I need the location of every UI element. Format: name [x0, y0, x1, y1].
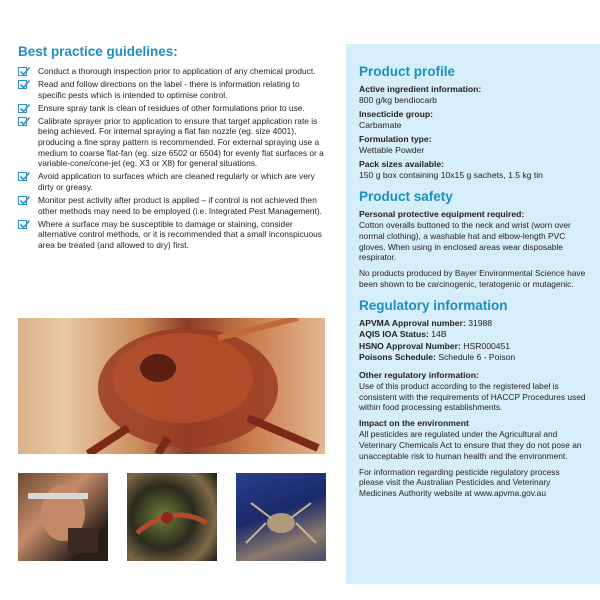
other-reg-label: Other regulatory information:	[359, 369, 479, 380]
ant-closeup-photo	[18, 318, 325, 454]
guidelines-list	[18, 66, 326, 251]
insect-on-leaf-photo	[127, 473, 217, 561]
checkbox-icon	[18, 117, 27, 126]
field-value: 150 g box containing 10x15 g sachets, 1.5 kg tin	[359, 170, 543, 180]
product-profile-title: Product profile	[359, 64, 456, 79]
guidelines-title: Best practice guidelines:	[18, 44, 178, 59]
field-label: Pack sizes available:	[359, 159, 445, 169]
list-item: Calibrate sprayer prior to application to ensure that target application rate is being achieved. For internal spraying a flat fan nozzle (eg. size 4001), producing a fine spray pattern is recommended. For external spraying use a medium to coarse flat-fan (eg. size 6502 or 6504) for evenly flat surfaces or a variable-cone/cone-jet (eg. X3 or X8) for general situations.	[18, 116, 326, 169]
checkbox-icon	[18, 220, 27, 229]
list-item: Conduct a thorough inspection prior to application of any chemical product.	[18, 66, 326, 77]
info-panel	[346, 44, 600, 584]
list-item: Read and follow directions on the label - there is information relating to specific pests which is intended to optimise control.	[18, 79, 326, 100]
list-item: Monitor pest activity after product is applied – if control is not achieved then other methods may need to be employed (i.e. Integrated Pest Management).	[18, 195, 326, 216]
field-value: 800 g/kg bendiocarb	[359, 95, 437, 105]
regulatory-title: Regulatory information	[359, 297, 508, 313]
reg-row: Poisons Schedule: Schedule 6 - Poison	[359, 352, 516, 363]
ppe-label: Personal protective equipment required:	[359, 209, 525, 219]
checkbox-icon	[18, 104, 27, 113]
checkbox-icon	[18, 196, 27, 205]
safety-note: No products produced by Bayer Environmental Science have been shown to be carcinogenic, teratogenic or mutagenic.	[359, 268, 586, 289]
field-label: Active ingredient information:	[359, 84, 482, 94]
checkbox-icon	[18, 172, 27, 181]
apvma-info-text: For information regarding pesticide regulatory process please visit the Australian Pesticides and Veterinary Medicines Authority website at www.apvma.gov.au	[359, 466, 560, 499]
ppe-text: Cotton overalls buttoned to the neck and wrist (worn over normal clothing), a washable hat and elbow-length PVC gloves. When using in enclosed areas wear disposable respirator.	[359, 220, 571, 263]
list-item: Where a surface may be susceptible to damage or staining, consider alternative control methods, or it is recommended that a small inconspicuous area be treated (and allowed to dry) first.	[18, 219, 326, 251]
field-value: Wettable Powder	[359, 145, 425, 155]
field-value: Carbamate	[359, 120, 402, 130]
field-label: Insecticide group:	[359, 109, 434, 119]
technician-photo	[18, 473, 108, 561]
impact-text: All pesticides are regulated under the Agricultural and Veterinary Chemicals Act to ensure that they do not pose an unacceptable risk to human health and the environment.	[359, 429, 582, 461]
spider-photo	[236, 473, 326, 561]
reg-row: HSNO Approval Number: HSR000451	[359, 340, 511, 351]
impact-label: Impact on the environment	[359, 418, 469, 429]
guidelines-section	[18, 44, 326, 253]
list-item: Ensure spray tank is clean of residues of other formulations prior to use.	[18, 103, 326, 114]
field-label: Formulation type:	[359, 134, 432, 144]
checkbox-icon	[18, 67, 27, 76]
checkbox-icon	[18, 80, 27, 89]
reg-row: AQIS IOA Status: 14B	[359, 329, 447, 340]
reg-row: APVMA Approval number: 31988	[359, 317, 493, 328]
product-safety-title: Product safety	[359, 189, 453, 204]
other-reg-text: Use of this product according to the registered label is consistent with the requirements of HACCP Procedures used within food processing establishments.	[359, 380, 586, 413]
list-item: Avoid application to surfaces which are cleaned regularly or which are very dirty or greasy.	[18, 171, 326, 192]
